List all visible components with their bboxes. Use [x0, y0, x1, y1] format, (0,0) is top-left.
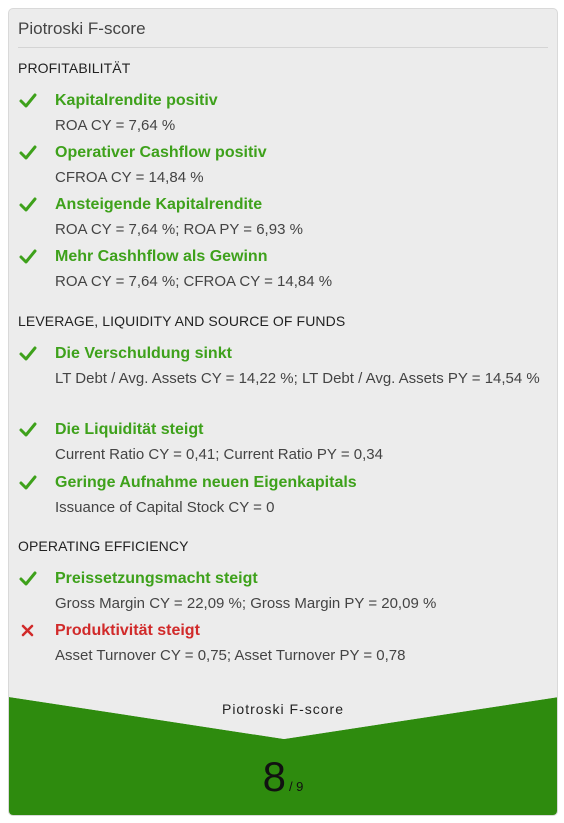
score-label: Piotroski F-score	[221, 701, 345, 717]
check-icon	[18, 91, 38, 111]
piotroski-card	[8, 8, 558, 816]
title-divider	[18, 47, 548, 48]
check-icon	[18, 473, 38, 493]
criterion-title: Die Verschuldung sinkt	[55, 345, 232, 362]
check-icon	[18, 247, 38, 267]
score-footer	[9, 697, 557, 815]
criterion-title: Geringe Aufnahme neuen Eigenkapitals	[55, 474, 357, 491]
criterion-title: Ansteigende Kapitalrendite	[55, 196, 263, 213]
criterion-detail: Issuance of Capital Stock CY = 0	[55, 499, 275, 516]
check-icon	[18, 344, 38, 364]
criterion-detail: CFROA CY = 14,84 %	[55, 169, 204, 186]
criterion-detail: ROA CY = 7,64 %; CFROA CY = 14,84 %	[55, 273, 333, 290]
check-icon	[18, 569, 38, 589]
cross-icon	[18, 621, 38, 641]
criterion-detail: LT Debt / Avg. Assets CY = 14,22 %; LT Debt / Avg. Assets PY = 14,54 %	[55, 370, 540, 387]
criterion-detail: Current Ratio CY = 0,41; Current Ratio PY = 0,34	[55, 446, 383, 463]
criterion-title: Die Liquidität steigt	[55, 421, 204, 438]
section-heading-profitability: PROFITABILITÄT	[18, 60, 131, 76]
criterion-detail: Asset Turnover CY = 0,75; Asset Turnover PY = 0,78	[55, 647, 406, 664]
check-icon	[18, 195, 38, 215]
criterion-title: Produktivität steigt	[55, 622, 200, 639]
card-title: Piotroski F-score	[18, 19, 146, 38]
criterion-detail: Gross Margin CY = 22,09 %; Gross Margin PY = 20,09 %	[55, 595, 437, 612]
section-heading-operating-efficiency: OPERATING EFFICIENCY	[18, 538, 189, 554]
criterion-title: Operativer Cashflow positiv	[55, 144, 267, 161]
criterion-title: Kapitalrendite positiv	[55, 92, 218, 109]
criterion-detail: ROA CY = 7,64 %; ROA PY = 6,93 %	[55, 221, 303, 238]
criterion-title: Mehr Cashhflow als Gewinn	[55, 248, 268, 265]
score-max: / 9	[288, 779, 304, 794]
check-icon	[18, 420, 38, 440]
score-number: 8	[262, 753, 286, 800]
criterion-title: Preissetzungsmacht steigt	[55, 570, 258, 587]
score-value	[9, 755, 557, 799]
check-icon	[18, 143, 38, 163]
section-heading-leverage: LEVERAGE, LIQUIDITY AND SOURCE OF FUNDS	[18, 313, 346, 329]
criterion-detail: ROA CY = 7,64 %	[55, 117, 176, 134]
